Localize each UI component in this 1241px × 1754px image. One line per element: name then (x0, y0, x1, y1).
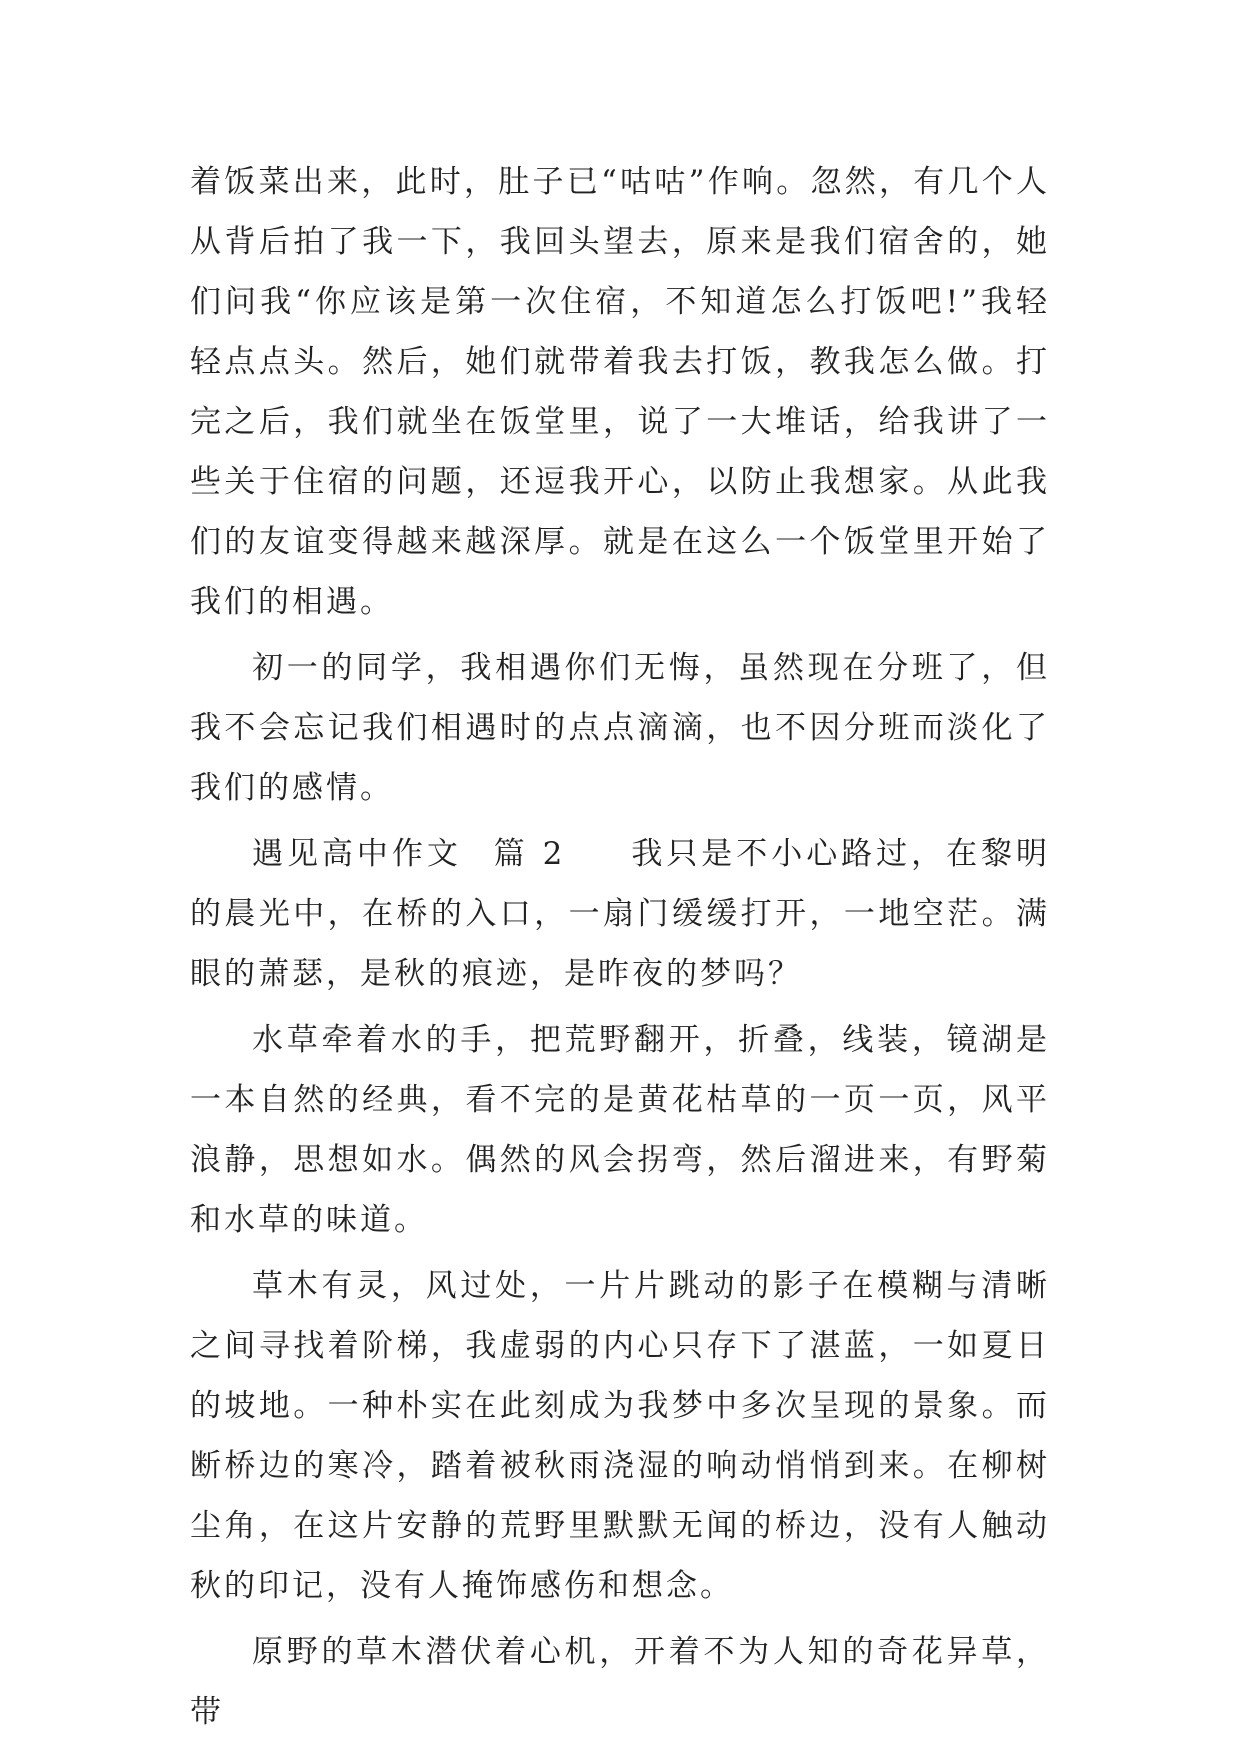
section-title: 遇见高中作文 (252, 836, 462, 872)
document-body (190, 152, 1050, 1748)
paragraph-continued: 着饭菜出来，此时，肚子已“咕咕”作响。忽然，有几个人从背后拍了我一下，我回头望去，原来是我们宿舍的，她们问我“你应该是第一次住宿，不知道怎么打饭吧!”我轻轻点点头。然后，她们就带着我去打饭，教我怎么做。打完之后，我们就坐在饭堂里，说了一大堆话，给我讲了一些关于住宿的问题，还逗我开心，以防止我想家。从此我们的友谊变得越来越深厚。就是在这么一个饭堂里开始了我们的相遇。 (190, 164, 1050, 620)
section-heading-paragraph (190, 824, 1050, 1004)
section-opening-text: 我只是不小心路过，在黎明的晨光中，在桥的入口，一扇门缓缓打开，一地空茫。满眼的萧瑟，是秋的痕迹，是昨夜的梦吗？ (190, 836, 1051, 992)
paragraph-grass-spirit: 草木有灵，风过处，一片片跳动的影子在模糊与清晰之间寻找着阶梯，我虚弱的内心只存下了湛蓝，一如夏日的坡地。一种朴实在此刻成为我梦中多次呈现的景象。而断桥边的寒冷，踏着被秋雨浇湿的响动悄悄到来。在柳树尘角，在这片安静的荒野里默默无闻的桥边，没有人触动秋的印记，没有人掩饰感伤和想念。 (190, 1268, 1050, 1604)
paragraph-water-grass: 水草牵着水的手，把荒野翻开，折叠，线装，镜湖是一本自然的经典，看不完的是黄花枯草的一页一页，风平浪静，思想如水。偶然的风会拐弯，然后溜进来，有野菊和水草的味道。 (190, 1022, 1050, 1238)
section-number: 篇 2 (492, 836, 566, 872)
paragraph-classmates: 初一的同学，我相遇你们无悔，虽然现在分班了，但我不会忘记我们相遇时的点点滴滴，也不因分班而淡化了我们的感情。 (190, 650, 1050, 806)
paragraph-wild-field: 原野的草木潜伏着心机，开着不为人知的奇花异草，带 (190, 1634, 1050, 1730)
